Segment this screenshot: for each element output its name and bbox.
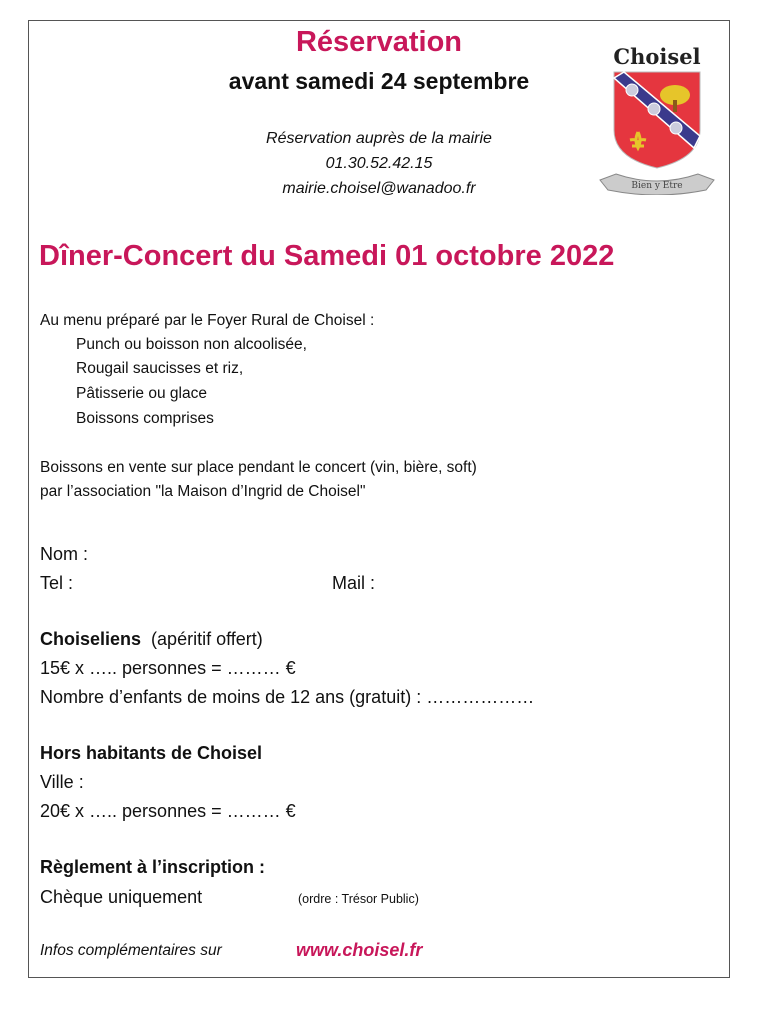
svg-text:Choisel: Choisel xyxy=(613,44,701,69)
choiseliens-price-line: 15€ x ….. personnes = ……… € xyxy=(40,658,296,678)
menu-item: Boissons comprises xyxy=(76,410,214,427)
payment-order: (ordre : Trésor Public) xyxy=(298,892,419,906)
menu-intro: Au menu préparé par le Foyer Rural de Choisel : xyxy=(40,312,375,329)
choiseliens-heading: Choiseliens xyxy=(40,629,142,649)
menu-item: Pâtisserie ou glace xyxy=(76,385,207,402)
choisel-coat-of-arms-logo xyxy=(596,40,718,195)
event-title: Dîner-Concert du Samedi 01 octobre 2022 xyxy=(39,240,615,272)
svg-text:Bien y Etre: Bien y Etre xyxy=(631,181,683,191)
reservation-deadline: avant samedi 24 septembre xyxy=(228,68,530,94)
children-line: Nombre d’enfants de moins de 12 ans (gratuit) : ……………… xyxy=(40,687,535,707)
tel-label: Tel : xyxy=(40,573,74,593)
reservation-title: Réservation xyxy=(295,26,462,58)
payment-method: Chèque uniquement xyxy=(40,887,203,907)
drinks-line: Boissons en vente sur place pendant le concert (vin, bière, soft) xyxy=(40,459,477,476)
contact-email[interactable]: mairie.choisel@wanadoo.fr xyxy=(282,180,476,197)
drinks-line: par l’association "la Maison d’Ingrid de Choisel" xyxy=(40,483,366,500)
footer-info: Infos complémentaires sur xyxy=(40,942,222,959)
hors-price-line: 20€ x ….. personnes = ……… € xyxy=(40,801,296,821)
choiseliens-note: (apéritif offert) xyxy=(151,629,263,649)
ville-label: Ville : xyxy=(40,772,84,792)
mail-label: Mail : xyxy=(332,573,376,593)
hors-heading: Hors habitants de Choisel xyxy=(40,743,263,763)
website-link[interactable]: www.choisel.fr xyxy=(296,940,423,960)
contact-line: Réservation auprès de la mairie xyxy=(266,130,492,147)
nom-label: Nom : xyxy=(40,544,89,564)
menu-item: Punch ou boisson non alcoolisée, xyxy=(76,336,307,353)
reglement-heading: Règlement à l’inscription : xyxy=(40,857,266,877)
contact-phone: 01.30.52.42.15 xyxy=(325,155,433,172)
menu-item: Rougail saucisses et riz, xyxy=(76,360,244,377)
